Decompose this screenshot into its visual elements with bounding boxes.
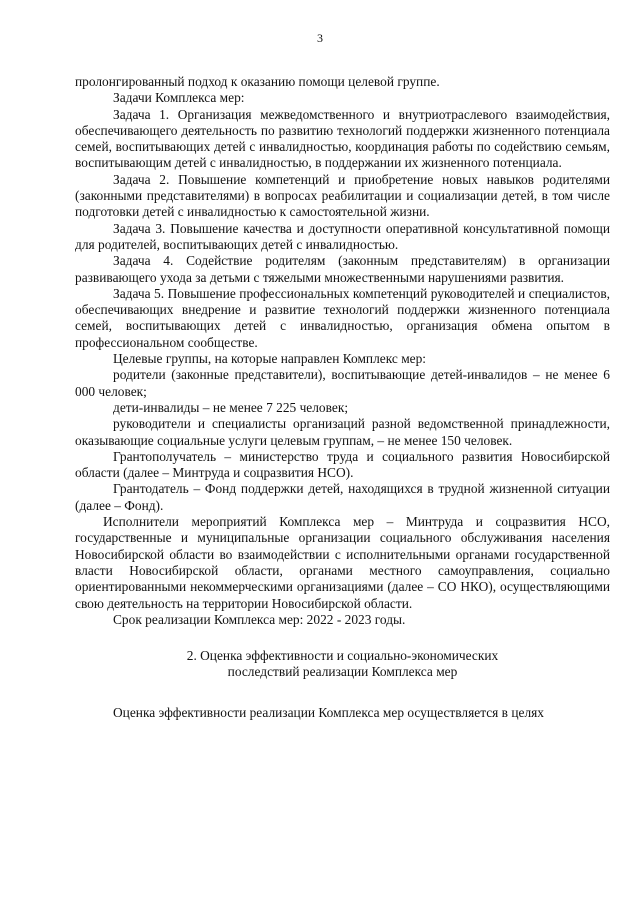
implementation-period: Срок реализации Комплекса мер: 2022 - 2023 годы.: [113, 611, 406, 627]
target-group-specialists: руководители и специалисты организаций разной ведомственной принадлежности, оказывающие социальные услуги целевым группам, – не менее 150 человек.: [75, 416, 610, 448]
tasks-intro: Задачи Комплекса мер:: [113, 90, 245, 106]
grant-recipient: Грантополучатель – министерство труда и социального развития Новосибирской области (далее – Минтруда и соцразвития НСО).: [75, 448, 610, 481]
grant-provider: Грантодатель – Фонд поддержки детей, находящихся в трудной жизненной ситуации (далее – Фонд).: [75, 481, 610, 513]
target-group-children: дети-инвалиды – не менее 7 225 человек;: [113, 399, 349, 415]
paragraph-continuation: пролонгированный подход к оказанию помощи целевой группе.: [75, 74, 440, 89]
section-heading-line-1: 2. Оценка эффективности и социально-экономических: [186, 648, 499, 664]
task-3: Задача 3. Повышение качества и доступности оперативной консультативной помощи для родителей, воспитывающих детей с инвалидностью.: [75, 220, 610, 252]
task-4: Задача 4. Содействие родителям (законным представителям) в организации развивающего ухода за детьми с тяжелыми множественными нарушениями развития.: [75, 253, 610, 285]
target-groups-intro: Целевые группы, на которые направлен Комплекс мер:: [113, 351, 427, 367]
section-heading-line-2: последствий реализации Комплекса мер: [227, 664, 458, 680]
task-2: Задача 2. Повышение компетенций и приобретение новых навыков родителями (законными представителями) в вопросах реабилитации и социализации детей, в том числе подготовки детей с инвалидностью к самостоятельной жизни.: [75, 171, 610, 220]
section-heading: [75, 648, 610, 681]
executors-paragraph: Исполнители мероприятий Комплекса мер – Минтруда и соцразвития НСО, государственные и муниципальные организации социального обслуживания населения Новосибирской области во взаимодействии с исполнительными органами государственной власти Новосибирской области, органами местного самоуправления, социально ориентированными некоммерческими организациями (далее – СО НКО), осуществляющими свою деятельность на территории Новосибирской области.: [75, 514, 610, 611]
task-5: Задача 5. Повышение профессиональных компетенций руководителей и специалистов, обеспечивающих внедрение и развитие технологий поддержки жизненного потенциала семей, воспитывающих детей с инвалидностью, организация обмена опытом в профессиональном сообществе.: [75, 285, 610, 350]
page-number: 3: [317, 31, 323, 45]
evaluation-paragraph: Оценка эффективности реализации Комплекса мер осуществляется в целях: [113, 704, 544, 720]
task-1: Задача 1. Организация межведомственного и внутриотраслевого взаимодействия, обеспечивающего деятельность по развитию технологий поддержки жизненного потенциала семей, воспитывающих детей с инвалидностью, координация работы по содействию семьям, воспитывающим детей с инвалидностью, в поддержании их жизненного потенциала.: [75, 106, 610, 171]
target-group-parents: родители (законные представители), воспитывающие детей-инвалидов – не менее 6 000 человек;: [75, 367, 610, 399]
document-body: [75, 74, 610, 721]
